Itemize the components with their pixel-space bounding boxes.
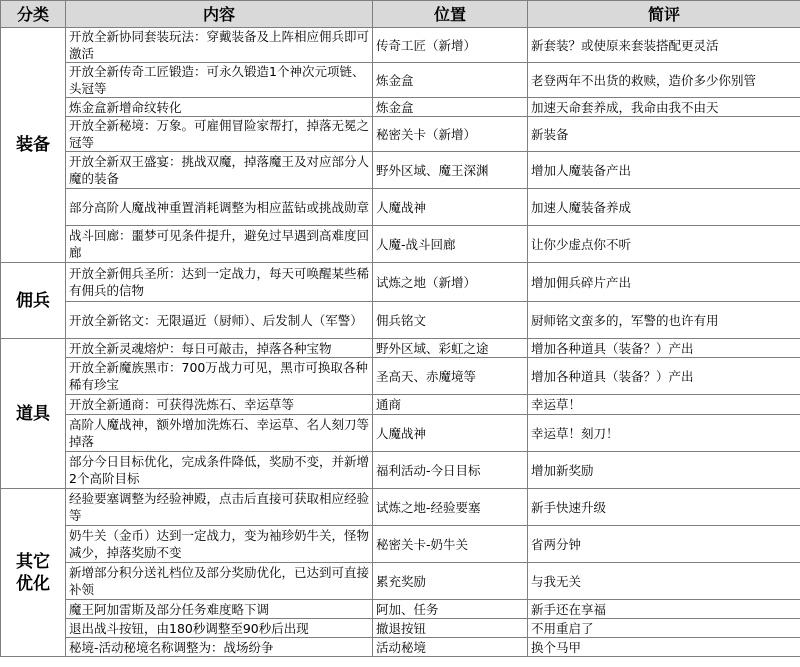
row-review: 增加各种道具（装备？）产出 (528, 358, 800, 395)
row-content: 魔王阿加雷斯及部分任务难度略下调 (66, 600, 373, 619)
row-location: 炼金盒 (373, 63, 528, 98)
row-location: 野外区域、魔王深渊 (373, 152, 528, 189)
row-review: 新手还在享福 (528, 600, 800, 619)
row-content: 部分高阶人魔战神重置消耗调整为相应蓝钻或挑战勋章 (66, 189, 373, 226)
row-content: 开放全新通商：可获得洗炼石、幸运草等 (66, 395, 373, 415)
row-location: 传奇工匠（新增） (373, 28, 528, 63)
row-review: 厨师铭文蛮多的，军警的也许有用 (528, 302, 800, 339)
row-location: 试炼之地（新增） (373, 263, 528, 302)
header-content: 内容 (66, 1, 373, 28)
row-review: 省两分钟 (528, 526, 800, 563)
row-location: 人魔-战斗回廊 (373, 226, 528, 263)
table-row (1, 339, 800, 358)
row-location: 阿加、任务 (373, 600, 528, 619)
row-content: 开放全新协同套装玩法：穿戴装备及上阵相应佣兵即可激活 (66, 28, 373, 63)
table-row (1, 452, 800, 489)
table-row (1, 489, 800, 526)
row-review: 幸运草！刻刀！ (528, 415, 800, 452)
table-row (1, 226, 800, 263)
row-location: 通商 (373, 395, 528, 415)
row-content: 开放全新传奇工匠锻造：可永久锻造1个神次元项链、头冠等 (66, 63, 373, 98)
row-content: 开放全新灵魂熔炉：每日可敲击，掉落各种宝物 (66, 339, 373, 358)
row-review: 换个马甲 (528, 638, 800, 657)
row-content: 开放全新魔族黑市：700万战力可见，黑市可换取各种稀有珍宝 (66, 358, 373, 395)
row-review: 增加佣兵碎片产出 (528, 263, 800, 302)
row-location: 秘密关卡-奶牛关 (373, 526, 528, 563)
row-location: 试炼之地-经验要塞 (373, 489, 528, 526)
row-review: 新装备 (528, 117, 800, 152)
table-row (1, 395, 800, 415)
table-row (1, 302, 800, 339)
row-review: 与我无关 (528, 563, 800, 600)
category-items: 道具 (1, 339, 66, 489)
row-location: 炼金盒 (373, 98, 528, 117)
row-content: 经验要塞调整为经验神殿，点击后直接可获取相应经验等 (66, 489, 373, 526)
row-location: 佣兵铭文 (373, 302, 528, 339)
row-location: 累充奖励 (373, 563, 528, 600)
category-other-optimizations: 其它优化 (1, 489, 66, 657)
row-location: 福利活动-今日目标 (373, 452, 528, 489)
category-mercenary: 佣兵 (1, 263, 66, 339)
row-location: 人魔战神 (373, 189, 528, 226)
row-review: 新套装？或使原来套装搭配更灵活 (528, 28, 800, 63)
row-content: 开放全新铭文：无限逼近（厨师）、后发制人（军警） (66, 302, 373, 339)
table-row (1, 63, 800, 98)
row-content: 战斗回廊：噩梦可见条件提升，避免过早遇到高难度回廊 (66, 226, 373, 263)
row-location: 野外区域、彩虹之途 (373, 339, 528, 358)
header-row (1, 1, 800, 28)
category-equipment: 装备 (1, 28, 66, 263)
row-content: 开放全新佣兵圣所：达到一定战力，每天可唤醒某些稀有佣兵的信物 (66, 263, 373, 302)
row-review: 老登两年不出货的救赎，造价多少你别管 (528, 63, 800, 98)
table-row (1, 415, 800, 452)
row-content: 开放全新双王盛宴：挑战双魔，掉落魔王及对应部分人魔的装备 (66, 152, 373, 189)
table-row (1, 263, 800, 302)
row-review: 增加人魔装备产出 (528, 152, 800, 189)
row-review: 让你少虚点你不听 (528, 226, 800, 263)
row-content: 炼金盒新增命纹转化 (66, 98, 373, 117)
header-review: 简评 (528, 1, 800, 28)
table-row (1, 600, 800, 619)
table-row (1, 358, 800, 395)
row-content: 新增部分积分送礼档位及部分奖励优化，已达到可直接补领 (66, 563, 373, 600)
row-content: 高阶人魔战神，额外增加洗炼石、幸运草、名人刻刀等掉落 (66, 415, 373, 452)
row-review: 增加新奖励 (528, 452, 800, 489)
row-location: 秘密关卡（新增） (373, 117, 528, 152)
row-review: 不用重启了 (528, 619, 800, 638)
header-location: 位置 (373, 1, 528, 28)
row-location: 人魔战神 (373, 415, 528, 452)
row-review: 加速人魔装备养成 (528, 189, 800, 226)
row-review: 新手快速升级 (528, 489, 800, 526)
table-row (1, 98, 800, 117)
table-row (1, 526, 800, 563)
table-row (1, 152, 800, 189)
table-row (1, 619, 800, 638)
header-category: 分类 (1, 1, 66, 28)
row-content: 部分今日目标优化，完成条件降低，奖励不变，并新增2个高阶目标 (66, 452, 373, 489)
row-location: 圣高天、赤魔境等 (373, 358, 528, 395)
table-row (1, 28, 800, 63)
row-review: 幸运草！ (528, 395, 800, 415)
row-content: 奶牛关（金币）达到一定战力，变为袖珍奶牛关，怪物减少，掉落奖励不变 (66, 526, 373, 563)
table-row (1, 638, 800, 657)
row-review: 加速天命套养成，我命由我不由天 (528, 98, 800, 117)
row-content: 退出战斗按钮，由180秒调整至90秒后出现 (66, 619, 373, 638)
table-row (1, 117, 800, 152)
row-content: 秘境-活动秘境名称调整为：战场纷争 (66, 638, 373, 657)
table-row (1, 189, 800, 226)
table-row (1, 563, 800, 600)
row-content: 开放全新秘境：万象。可雇佣冒险家帮打，掉落无冕之冠等 (66, 117, 373, 152)
row-location: 活动秘境 (373, 638, 528, 657)
row-location: 撤退按钮 (373, 619, 528, 638)
row-review: 增加各种道具（装备？）产出 (528, 339, 800, 358)
